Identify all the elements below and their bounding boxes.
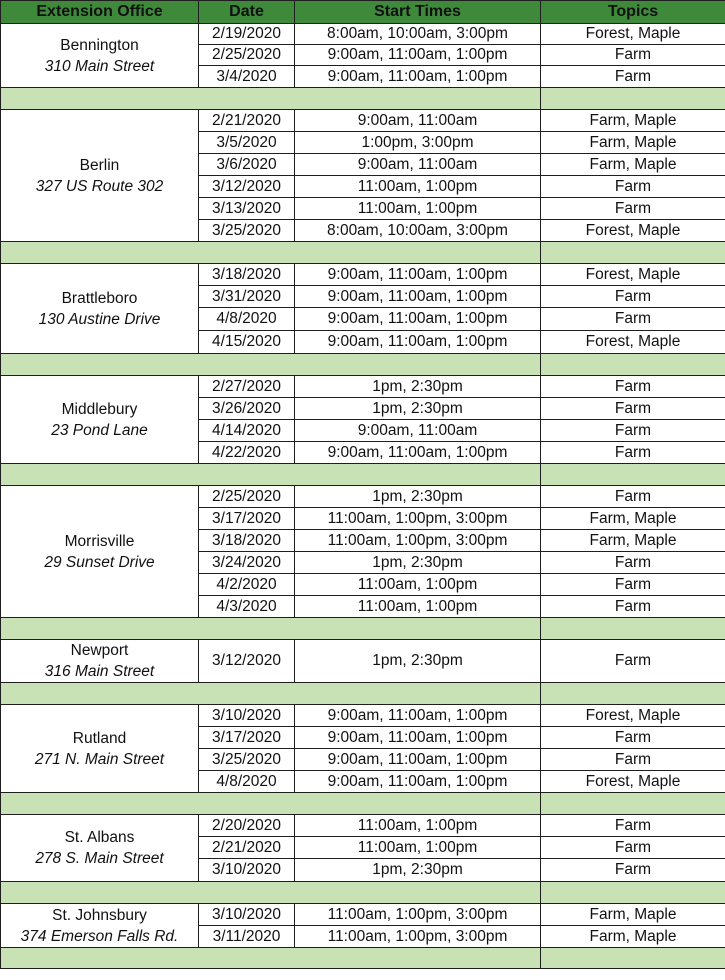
date-cell: 3/25/2020 xyxy=(199,220,295,242)
topics-cell: Forest, Maple xyxy=(541,705,725,727)
start-times-cell: 9:00am, 11:00am, 1:00pm xyxy=(295,264,541,286)
spacer-cell xyxy=(1,793,541,815)
date-cell: 3/13/2020 xyxy=(199,198,295,220)
topics-cell: Forest, Maple xyxy=(541,264,725,286)
spacer-row xyxy=(1,464,725,486)
office-cell xyxy=(1,264,199,354)
start-times-cell: 1pm, 2:30pm xyxy=(295,376,541,398)
start-times-cell: 11:00am, 1:00pm, 3:00pm xyxy=(295,530,541,552)
topics-cell: Farm xyxy=(541,420,725,442)
spacer-cell xyxy=(1,464,541,486)
topics-cell: Farm xyxy=(541,66,725,88)
topics-cell: Farm, Maple xyxy=(541,530,725,552)
start-times-cell: 11:00am, 1:00pm xyxy=(295,837,541,859)
office-cell xyxy=(1,705,199,793)
topics-cell: Farm xyxy=(541,176,725,198)
date-cell: 2/19/2020 xyxy=(199,24,295,45)
office-address: 316 Main Street xyxy=(44,663,155,680)
date-cell: 3/10/2020 xyxy=(199,904,295,926)
start-times-cell: 11:00am, 1:00pm, 3:00pm xyxy=(295,904,541,926)
office-address: 310 Main Street xyxy=(44,57,155,75)
date-cell: 3/31/2020 xyxy=(199,286,295,308)
session-row xyxy=(1,705,725,727)
date-cell: 3/25/2020 xyxy=(199,749,295,771)
spacer-row xyxy=(1,882,725,904)
spacer-cell xyxy=(541,793,725,815)
office-name: Bennington xyxy=(60,36,139,54)
start-times-cell: 1pm, 2:30pm xyxy=(295,640,541,683)
topics-cell: Farm xyxy=(541,442,725,464)
session-row xyxy=(1,24,725,45)
date-cell: 2/25/2020 xyxy=(199,486,295,508)
topics-cell: Farm xyxy=(541,596,725,618)
topics-cell: Farm xyxy=(541,837,725,859)
start-times-cell: 9:00am, 11:00am, 1:00pm xyxy=(295,331,541,354)
date-cell: 2/20/2020 xyxy=(199,815,295,837)
date-cell: 3/10/2020 xyxy=(199,705,295,727)
topics-cell: Forest, Maple xyxy=(541,24,725,45)
office-cell xyxy=(1,815,199,882)
office-cell xyxy=(1,24,199,88)
date-cell: 3/18/2020 xyxy=(199,264,295,286)
spacer-cell xyxy=(541,88,725,110)
topics-cell: Farm xyxy=(541,486,725,508)
date-cell: 3/17/2020 xyxy=(199,508,295,530)
office-address: 327 US Route 302 xyxy=(35,177,164,195)
spacer-cell xyxy=(541,683,725,705)
date-cell: 3/12/2020 xyxy=(199,640,295,683)
start-times-cell: 9:00am, 11:00am, 1:00pm xyxy=(295,66,541,88)
office-name: Rutland xyxy=(72,729,127,747)
date-cell: 3/26/2020 xyxy=(199,398,295,420)
spacer-cell xyxy=(541,242,725,264)
start-times-cell: 9:00am, 11:00am xyxy=(295,110,541,132)
session-row xyxy=(1,376,725,398)
start-times-cell: 9:00am, 11:00am, 1:00pm xyxy=(295,771,541,793)
start-times-cell: 9:00am, 11:00am, 1:00pm xyxy=(295,442,541,464)
date-cell: 4/3/2020 xyxy=(199,596,295,618)
start-times-cell: 9:00am, 11:00am, 1:00pm xyxy=(295,727,541,749)
start-times-cell: 9:00am, 11:00am, 1:00pm xyxy=(295,749,541,771)
topics-cell: Farm xyxy=(541,640,725,683)
topics-cell: Farm xyxy=(541,376,725,398)
start-times-cell: 9:00am, 11:00am, 1:00pm xyxy=(295,705,541,727)
spacer-cell xyxy=(541,882,725,904)
office-cell xyxy=(1,640,199,683)
spacer-row xyxy=(1,793,725,815)
start-times-cell: 11:00am, 1:00pm, 3:00pm xyxy=(295,926,541,948)
office-name: St. Johnsbury xyxy=(52,906,147,924)
header-extension-office: Extension Office xyxy=(1,1,199,24)
start-times-cell: 9:00am, 11:00am xyxy=(295,154,541,176)
topics-cell: Farm xyxy=(541,574,725,596)
date-cell: 2/27/2020 xyxy=(199,376,295,398)
topics-cell: Forest, Maple xyxy=(541,220,725,242)
start-times-cell: 9:00am, 11:00am, 1:00pm xyxy=(295,286,541,308)
date-cell: 4/15/2020 xyxy=(199,331,295,354)
date-cell: 2/25/2020 xyxy=(199,45,295,66)
start-times-cell: 9:00am, 11:00am, 1:00pm xyxy=(295,308,541,331)
session-row xyxy=(1,904,725,926)
spacer-row xyxy=(1,948,725,969)
spacer-row xyxy=(1,88,725,110)
start-times-cell: 11:00am, 1:00pm xyxy=(295,176,541,198)
date-cell: 3/10/2020 xyxy=(199,859,295,882)
topics-cell: Farm, Maple xyxy=(541,508,725,530)
date-cell: 2/21/2020 xyxy=(199,110,295,132)
spacer-cell xyxy=(1,618,541,640)
office-name: Morrisville xyxy=(64,532,135,550)
topics-cell: Farm, Maple xyxy=(541,154,725,176)
office-cell xyxy=(1,376,199,464)
topics-cell: Farm xyxy=(541,727,725,749)
office-cell xyxy=(1,110,199,242)
office-name: Brattleboro xyxy=(61,289,138,307)
date-cell: 4/2/2020 xyxy=(199,574,295,596)
start-times-cell: 11:00am, 1:00pm xyxy=(295,815,541,837)
spacer-cell xyxy=(1,354,541,376)
date-cell: 4/8/2020 xyxy=(199,771,295,793)
spacer-cell xyxy=(541,618,725,640)
session-row xyxy=(1,815,725,837)
date-cell: 3/5/2020 xyxy=(199,132,295,154)
spacer-cell xyxy=(1,948,541,969)
session-row xyxy=(1,110,725,132)
start-times-cell: 1pm, 2:30pm xyxy=(295,859,541,882)
date-cell: 3/6/2020 xyxy=(199,154,295,176)
topics-cell: Farm, Maple xyxy=(541,110,725,132)
topics-cell: Farm xyxy=(541,815,725,837)
topics-cell: Farm xyxy=(541,552,725,574)
spacer-cell xyxy=(1,882,541,904)
header-start-times: Start Times xyxy=(295,1,541,24)
topics-cell: Farm xyxy=(541,198,725,220)
header-date: Date xyxy=(199,1,295,24)
date-cell: 3/4/2020 xyxy=(199,66,295,88)
topics-cell: Farm xyxy=(541,308,725,331)
date-cell: 4/8/2020 xyxy=(199,308,295,331)
start-times-cell: 1pm, 2:30pm xyxy=(295,398,541,420)
start-times-cell: 8:00am, 10:00am, 3:00pm xyxy=(295,220,541,242)
topics-cell: Farm xyxy=(541,398,725,420)
office-address: 271 N. Main Street xyxy=(34,750,165,768)
topics-cell: Forest, Maple xyxy=(541,771,725,793)
start-times-cell: 11:00am, 1:00pm, 3:00pm xyxy=(295,508,541,530)
date-cell: 3/18/2020 xyxy=(199,530,295,552)
spacer-cell xyxy=(1,683,541,705)
date-cell: 2/21/2020 xyxy=(199,837,295,859)
topics-cell: Farm xyxy=(541,859,725,882)
office-name: Newport xyxy=(70,642,129,659)
office-cell xyxy=(1,486,199,618)
date-cell: 3/12/2020 xyxy=(199,176,295,198)
header-row xyxy=(1,1,725,24)
start-times-cell: 1pm, 2:30pm xyxy=(295,486,541,508)
spacer-cell xyxy=(541,354,725,376)
schedule-body xyxy=(1,24,725,969)
topics-cell: Farm, Maple xyxy=(541,132,725,154)
office-name: Middlebury xyxy=(61,400,138,418)
spacer-row xyxy=(1,683,725,705)
topics-cell: Farm xyxy=(541,286,725,308)
office-name: Berlin xyxy=(79,156,120,174)
session-row xyxy=(1,264,725,286)
topics-cell: Farm, Maple xyxy=(541,904,725,926)
date-cell: 3/24/2020 xyxy=(199,552,295,574)
office-address: 29 Sunset Drive xyxy=(44,553,155,571)
start-times-cell: 1:00pm, 3:00pm xyxy=(295,132,541,154)
start-times-cell: 9:00am, 11:00am, 1:00pm xyxy=(295,45,541,66)
topics-cell: Farm, Maple xyxy=(541,926,725,948)
office-address: 130 Austine Drive xyxy=(38,310,161,328)
topics-cell: Farm xyxy=(541,45,725,66)
date-cell: 4/14/2020 xyxy=(199,420,295,442)
session-row xyxy=(1,640,725,683)
start-times-cell: 9:00am, 11:00am xyxy=(295,420,541,442)
spacer-cell xyxy=(541,464,725,486)
date-cell: 3/11/2020 xyxy=(199,926,295,948)
spacer-cell xyxy=(1,88,541,110)
spacer-cell xyxy=(1,242,541,264)
header-topics: Topics xyxy=(541,1,725,24)
office-address: 374 Emerson Falls Rd. xyxy=(20,927,179,945)
start-times-cell: 1pm, 2:30pm xyxy=(295,552,541,574)
session-row xyxy=(1,486,725,508)
spacer-cell xyxy=(541,948,725,969)
spacer-row xyxy=(1,354,725,376)
office-address: 23 Pond Lane xyxy=(51,421,148,439)
start-times-cell: 8:00am, 10:00am, 3:00pm xyxy=(295,24,541,45)
topics-cell: Farm xyxy=(541,749,725,771)
office-cell xyxy=(1,904,199,948)
office-name: St. Albans xyxy=(64,829,135,846)
start-times-cell: 11:00am, 1:00pm xyxy=(295,596,541,618)
topics-cell: Forest, Maple xyxy=(541,331,725,354)
date-cell: 4/22/2020 xyxy=(199,442,295,464)
office-address: 278 S. Main Street xyxy=(35,850,164,867)
spacer-row xyxy=(1,242,725,264)
start-times-cell: 11:00am, 1:00pm xyxy=(295,198,541,220)
date-cell: 3/17/2020 xyxy=(199,727,295,749)
start-times-cell: 11:00am, 1:00pm xyxy=(295,574,541,596)
spacer-row xyxy=(1,618,725,640)
